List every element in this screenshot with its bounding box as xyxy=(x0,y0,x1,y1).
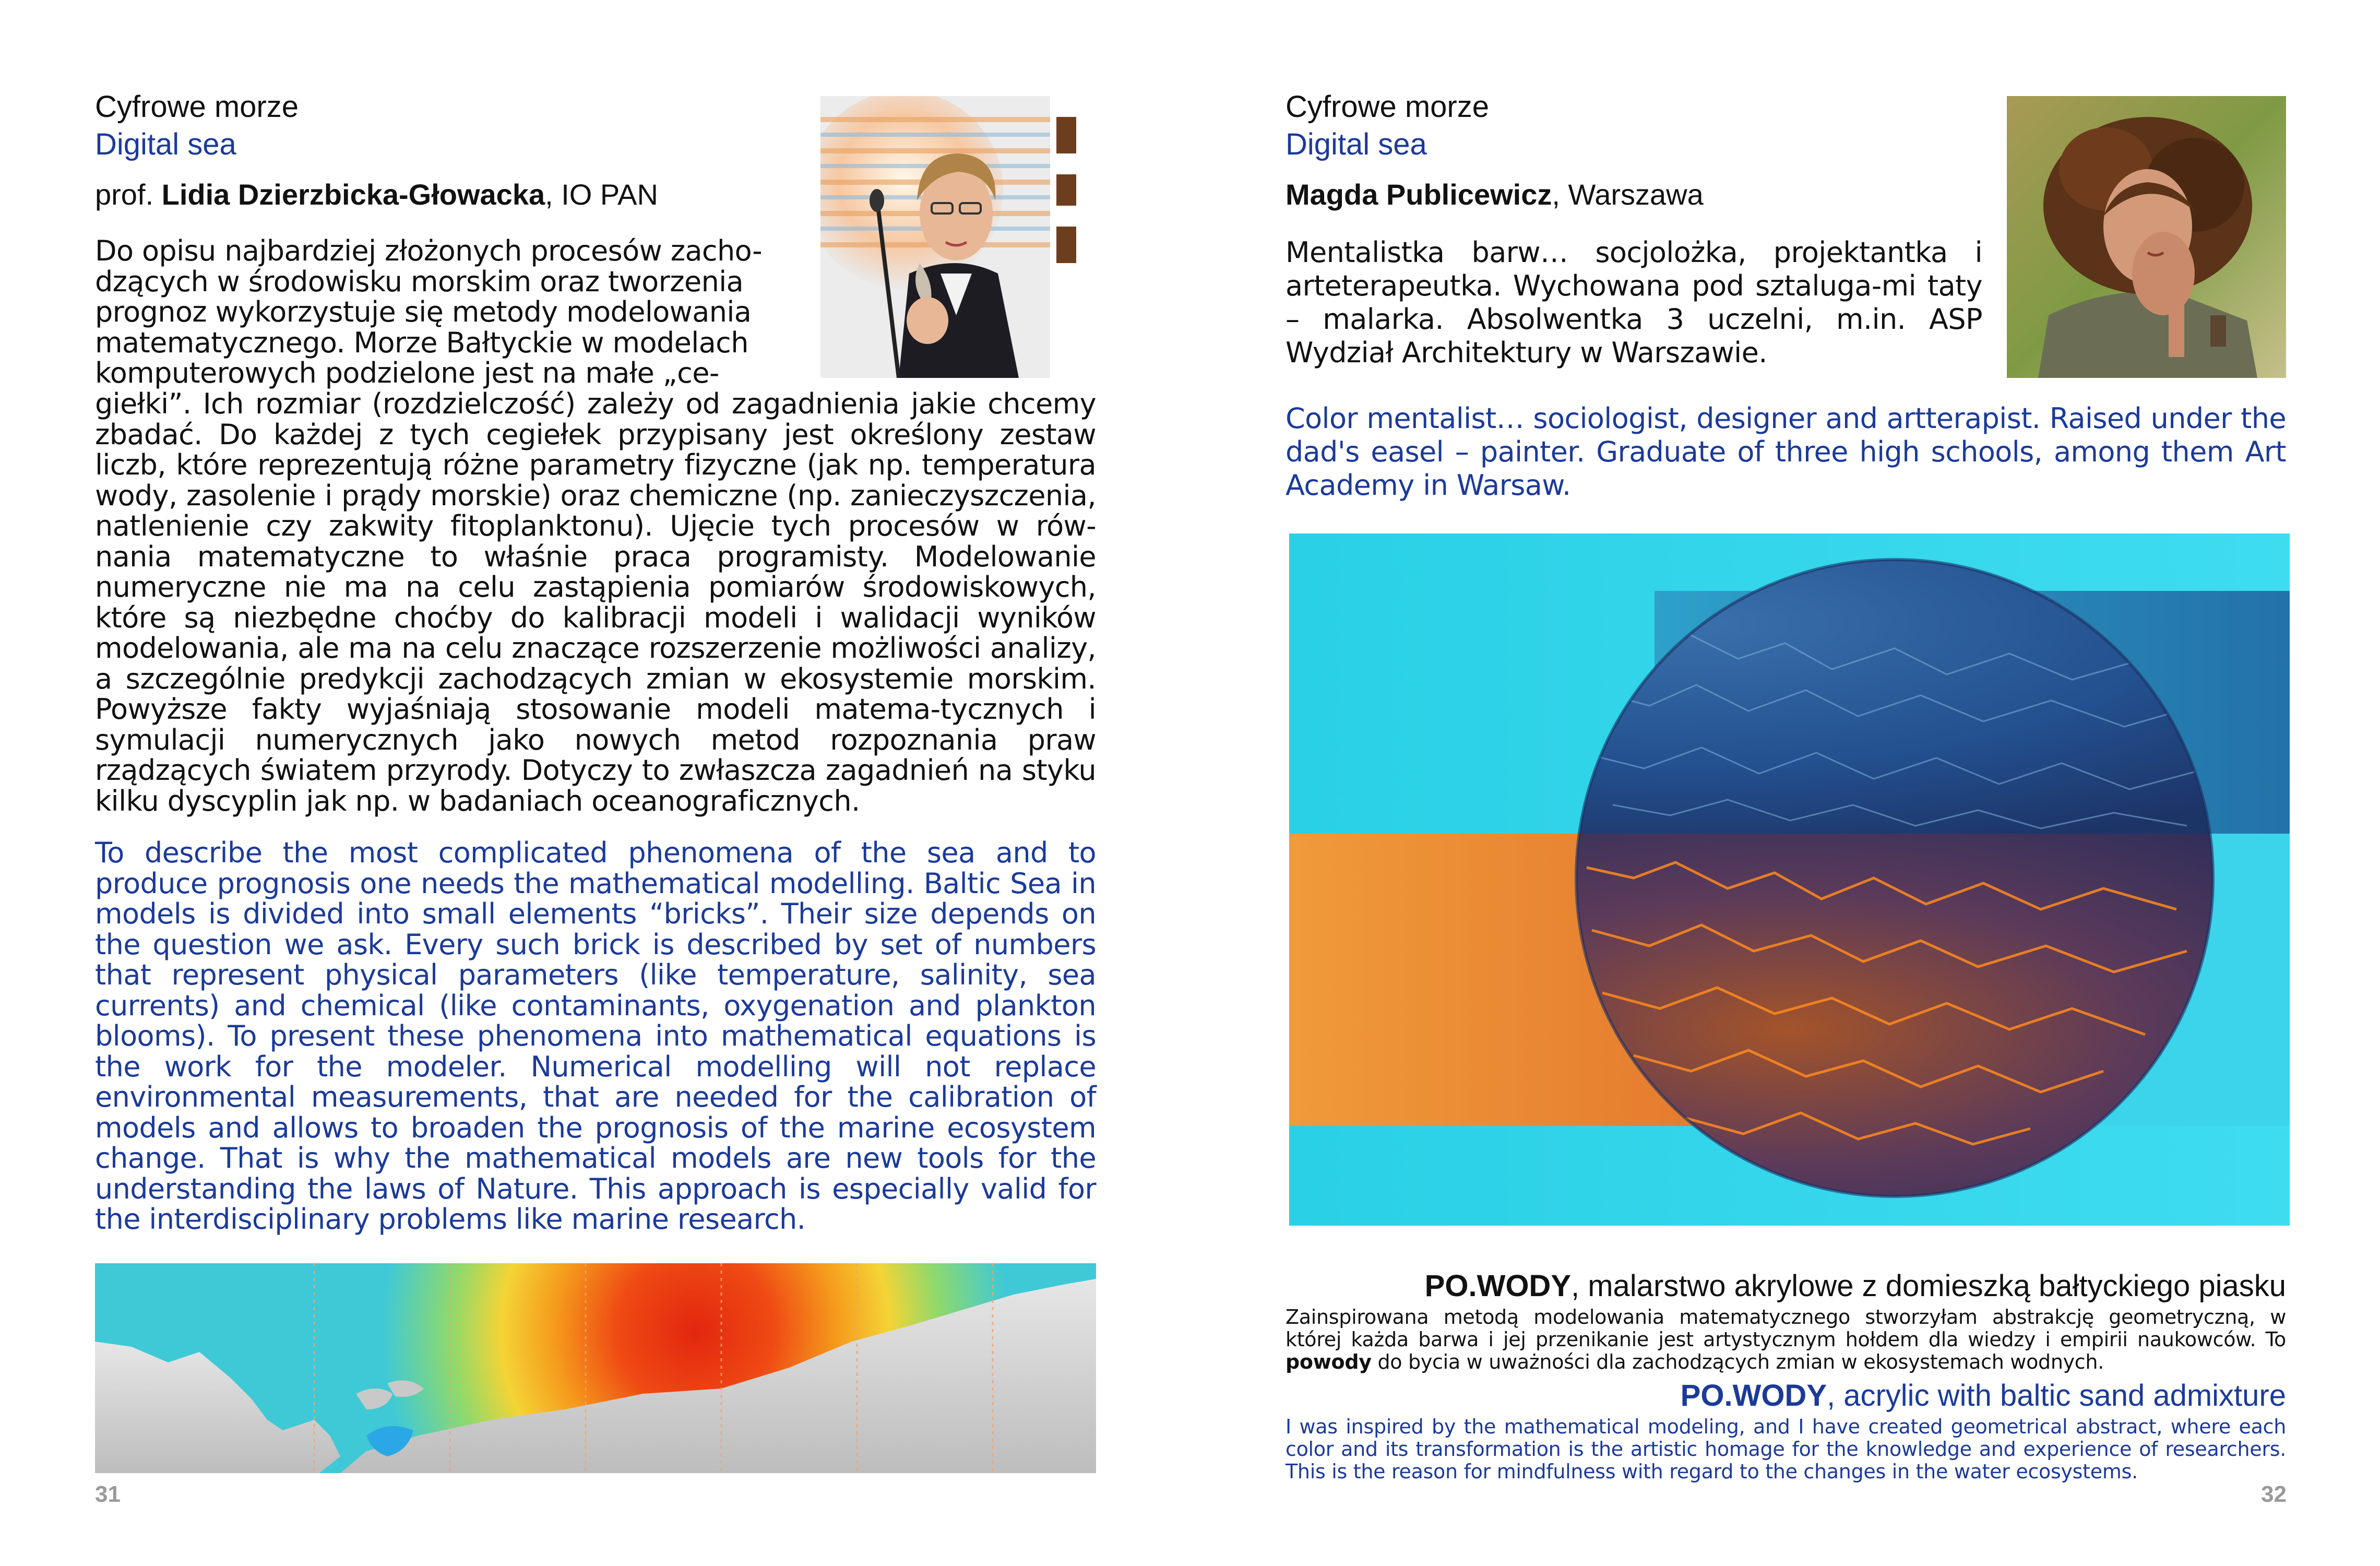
artwork-title: PO.WODY xyxy=(1424,1269,1571,1303)
section-title-pl: Cyfrowe morze xyxy=(95,90,299,124)
page-number: 32 xyxy=(2261,1481,2287,1507)
page-number: 31 xyxy=(95,1481,121,1507)
author-line xyxy=(1286,176,1704,213)
section-title-en: Digital sea xyxy=(1286,127,1427,161)
body-text-pl: giełki”. Ich rozmiar (rozdzielczość) zależy od zagadnienia jakie chcemy zbadać. Do każdej z tych cegiełek przypisany jest określony zestaw liczb, które reprezentują różne parametry fizyczne (jak np. temperatura wody, zasolenie i prądy morskie) oraz chemiczne (np. zanieczyszczenia, natlenienie czy zakwity fitoplanktonu). Ujęcie tych procesów w rów-nania matematyczne to właśnie praca programisty. Modelowanie numeryczne nie ma na celu zastąpienia pomiarów środowiskowych, które są niezbędne choćby do kalibracji modeli i walidacji wyników modelowania, ale ma na celu znaczące rozszerzenie możliwości analizy, a szczególnie predykcji zachodzących zmian w ekosystemie morskim. Powyższe fakty wyjaśniają stosowanie modeli matema-tycznych i symulacji numerycznych jako nowych metod rozpoznania praw rządzących światem przyrody. Dotyczy to zwłaszcza zagadnień na styku kilku dyscyplin jak np. w badaniach oceanograficznych. xyxy=(95,387,1096,817)
section-title-en: Digital sea xyxy=(95,127,236,161)
caption-pl-text-end: do bycia w uważności dla zachodzących zmian w ekosystemach wodnych. xyxy=(1371,1350,2104,1373)
body-pl-line: dzących w środowisku morskim oraz tworzenia xyxy=(95,265,744,298)
caption-text-en: I was inspired by the mathematical modeling, and I have created geometrical abstract, where each color and its transformation is the artistic homage for the knowledge and experience of researchers. This is the reason for mindfulness with regard to the changes in the water ecosystems. xyxy=(1286,1415,2286,1483)
artwork-title-en: PO.WODY xyxy=(1680,1379,1827,1413)
body-pl-line: matematycznego. Morze Bałtyckie w modelach xyxy=(95,326,748,359)
author-affiliation: , IO PAN xyxy=(545,178,658,211)
caption-title-pl xyxy=(1286,1268,2286,1303)
caption-pl-text-start: Zainspirowana metodą modelowania matematycznego stworzyłam abstrakcję geometryczną, w której każda barwa i jej przenikanie jest artystycznym hołdem dla wiedzy i empirii naukowców. To xyxy=(1286,1306,2286,1351)
caption-title-en xyxy=(1286,1378,2286,1413)
body-text-en: To describe the most complicated phenomena of the sea and to produce prognosis one needs the mathematical modelling. Baltic Sea in models is divided into small elements “bricks”. Their size depends on the question we ask. Every such brick is described by set of numbers that represent physical parameters (like temperature, salinity, sea currents) and chemical (like contaminants, oxygenation and plankton blooms). To present these phenomena into mathematical equations is the work for the modeler. Numerical modelling will not replace environmental measurements, that are needed for the calibration of models and allows to broaden the prognosis of the marine ecosystem change. That is why the mathematical models are new tools for the understanding the laws of Nature. This approach is especially valid for the interdisciplinary problems like marine research. xyxy=(95,836,1096,1236)
author-line xyxy=(95,176,658,213)
caption-pl-bold-word: powody xyxy=(1286,1350,1372,1373)
artist-photo xyxy=(2007,96,2286,378)
bio-en: Color mentalist… sociologist, designer and artterapist. Raised under the dad's easel – painter. Graduate of three high schools, among them Art Academy in Warsaw. xyxy=(1286,402,2286,502)
artist-photo-illustration xyxy=(2007,96,2286,378)
speaker-photo-illustration xyxy=(820,96,1096,378)
painting-po-wody xyxy=(1289,533,2290,1226)
author-city: , Warszawa xyxy=(1552,178,1704,211)
body-pl-line: prognoz wykorzystuje się metody modelowania xyxy=(95,295,752,328)
painting-illustration xyxy=(1289,533,2290,1226)
artwork-medium-en: , acrylic with baltic sand admixture xyxy=(1827,1379,2286,1413)
bio-pl: Mentalistka barw… socjolożka, projektantka i arteterapeutka. Wychowana pod sztaluga-mi taty – malarka. Absolwentka 3 uczelni, m.in. ASP Wydział Architektury w Warszawie. xyxy=(1286,236,1982,369)
author-name: Magda Publicewicz xyxy=(1286,178,1552,211)
section-title-pl: Cyfrowe morze xyxy=(1286,90,1489,124)
caption-text-pl xyxy=(1286,1306,2286,1373)
body-text-pl-wrapped xyxy=(95,236,784,389)
author-photo xyxy=(820,96,1096,378)
body-pl-line: Do opisu najbardziej złożonych procesów zacho- xyxy=(95,234,762,267)
map-illustration xyxy=(95,1263,1096,1473)
author-prefix: prof. xyxy=(95,178,162,211)
body-pl-line: komputerowych podzielone jest na małe „ce- xyxy=(95,357,719,389)
baltic-model-map xyxy=(95,1263,1096,1473)
right-page xyxy=(1190,0,2380,1566)
author-name: Lidia Dzierzbicka-Głowacka xyxy=(161,178,545,211)
artwork-medium-pl: , malarstwo akrylowe z domieszką bałtyckiego piasku xyxy=(1571,1269,2286,1303)
